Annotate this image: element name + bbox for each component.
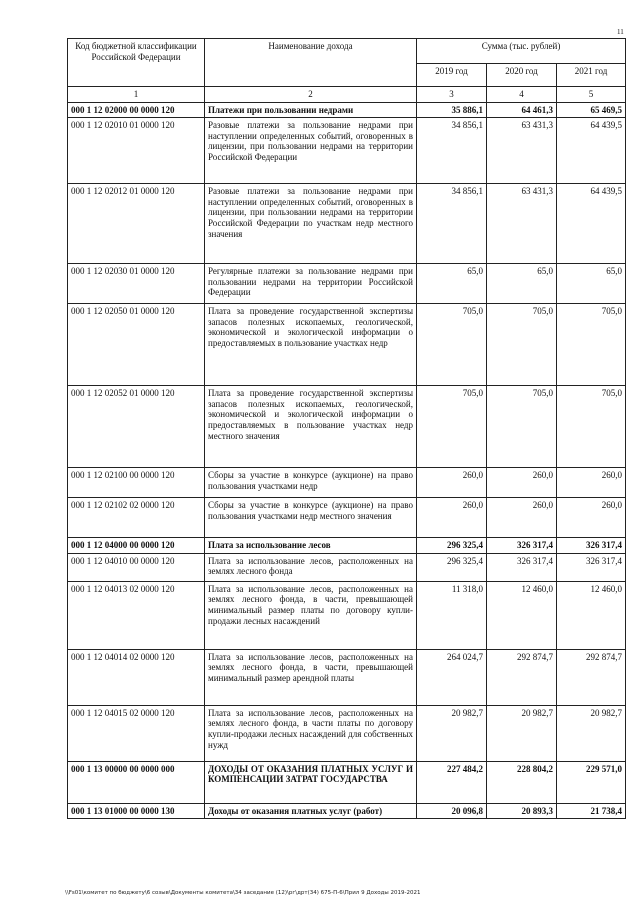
header-year-2019: 2019 год bbox=[417, 64, 487, 87]
row-code: 000 1 12 02012 01 0000 120 bbox=[68, 184, 205, 264]
row-value-2021: 705,0 bbox=[557, 386, 626, 468]
row-value-2019: 260,0 bbox=[417, 468, 487, 498]
row-code: 000 1 12 02100 00 0000 120 bbox=[68, 468, 205, 498]
row-value-2019: 34 856,1 bbox=[417, 118, 487, 184]
page-number: 11 bbox=[617, 28, 624, 36]
row-value-2021: 12 460,0 bbox=[557, 581, 626, 649]
row-value-2020: 292 874,7 bbox=[487, 649, 557, 705]
row-value-2019: 705,0 bbox=[417, 386, 487, 468]
row-value-2019: 296 325,4 bbox=[417, 553, 487, 581]
row-value-2021: 292 874,7 bbox=[557, 649, 626, 705]
row-value-2019: 227 484,2 bbox=[417, 761, 487, 803]
table-row bbox=[68, 468, 626, 498]
row-value-2020: 260,0 bbox=[487, 468, 557, 498]
row-name: Платежи при пользовании недрами bbox=[205, 102, 417, 118]
row-name: Разовые платежи за пользование недрами при наступлении определенных событий, оговоренных в лицензии, при пользовании недрами на территории Российской Федерации по участкам недр местного значения bbox=[205, 184, 417, 264]
row-value-2021: 65,0 bbox=[557, 264, 626, 304]
row-value-2021: 229 571,0 bbox=[557, 761, 626, 803]
row-name: Плата за проведение государственной экспертизы запасов полезных ископаемых, геологической, экономической и экологической информации о предоставляемых в пользование участках недр местного значения bbox=[205, 386, 417, 468]
table-row bbox=[68, 184, 626, 264]
row-value-2019: 65,0 bbox=[417, 264, 487, 304]
row-value-2019: 35 886,1 bbox=[417, 102, 487, 118]
table-row bbox=[68, 264, 626, 304]
row-name: Плата за использование лесов, расположенных на землях лесного фонда, в части платы по договору купли-продажи лесных насаждений для собственных нужд bbox=[205, 705, 417, 761]
header-code: Код бюджетной классификации Российской Федерации bbox=[68, 39, 205, 87]
revenue-table bbox=[67, 38, 626, 819]
row-code: 000 1 12 02102 02 0000 120 bbox=[68, 498, 205, 538]
row-value-2020: 63 431,3 bbox=[487, 118, 557, 184]
row-code: 000 1 12 02000 00 0000 120 bbox=[68, 102, 205, 118]
row-value-2020: 705,0 bbox=[487, 304, 557, 386]
row-code: 000 1 12 04013 02 0000 120 bbox=[68, 581, 205, 649]
table-row bbox=[68, 581, 626, 649]
row-value-2021: 64 439,5 bbox=[557, 118, 626, 184]
row-value-2020: 705,0 bbox=[487, 386, 557, 468]
row-name: Разовые платежи за пользование недрами при наступлении определенных событий, оговоренных в лицензии, при пользовании недрами на территории Российской Федерации bbox=[205, 118, 417, 184]
row-name: Плата за использование лесов, расположенных на землях лесного фонда, в части, превышающей минимальный размер платы по договору купли-продажи лесных насаждений bbox=[205, 581, 417, 649]
row-name: ДОХОДЫ ОТ ОКАЗАНИЯ ПЛАТНЫХ УСЛУГ И КОМПЕНСАЦИИ ЗАТРАТ ГОСУДАРСТВА bbox=[205, 761, 417, 803]
row-name: Плата за использование лесов, расположенных на землях лесного фонда bbox=[205, 553, 417, 581]
header-year-2020: 2020 год bbox=[487, 64, 557, 87]
row-name: Доходы от оказания платных услуг (работ) bbox=[205, 803, 417, 819]
row-name: Плата за проведение государственной экспертизы запасов полезных ископаемых, геологической, экономической и экологической информации о предоставляемых в пользование участках недр bbox=[205, 304, 417, 386]
table-row bbox=[68, 498, 626, 538]
table-row bbox=[68, 553, 626, 581]
row-value-2021: 21 738,4 bbox=[557, 803, 626, 819]
row-value-2020: 20 893,3 bbox=[487, 803, 557, 819]
row-code: 000 1 12 04010 00 0000 120 bbox=[68, 553, 205, 581]
row-value-2021: 260,0 bbox=[557, 498, 626, 538]
row-value-2019: 264 024,7 bbox=[417, 649, 487, 705]
file-path-footer: \\Fs01\комитет по бюджету\6 созыв\Документы комитета\34 заседание (12)\рг\дрт(34) 675-П-6\Прил 9 Доходы 2019-2021 bbox=[65, 890, 421, 896]
row-value-2021: 65 469,5 bbox=[557, 102, 626, 118]
row-value-2021: 326 317,4 bbox=[557, 553, 626, 581]
row-value-2020: 260,0 bbox=[487, 498, 557, 538]
row-value-2020: 65,0 bbox=[487, 264, 557, 304]
row-value-2021: 64 439,5 bbox=[557, 184, 626, 264]
row-value-2020: 228 804,2 bbox=[487, 761, 557, 803]
row-value-2021: 20 982,7 bbox=[557, 705, 626, 761]
table-row bbox=[68, 649, 626, 705]
table-row bbox=[68, 118, 626, 184]
row-value-2019: 260,0 bbox=[417, 498, 487, 538]
table-row bbox=[68, 761, 626, 803]
row-value-2021: 260,0 bbox=[557, 468, 626, 498]
col-num-3: 3 bbox=[417, 87, 487, 103]
col-num-5: 5 bbox=[557, 87, 626, 103]
row-name: Плата за использование лесов, расположенных на землях лесного фонда, в части, превышающей минимальный размер арендной платы bbox=[205, 649, 417, 705]
row-value-2020: 326 317,4 bbox=[487, 538, 557, 554]
row-code: 000 1 12 02050 01 0000 120 bbox=[68, 304, 205, 386]
row-name: Регулярные платежи за пользование недрами при пользовании недрами на территории Российской Федерации bbox=[205, 264, 417, 304]
header-row bbox=[68, 39, 626, 64]
col-num-4: 4 bbox=[487, 87, 557, 103]
row-code: 000 1 12 02010 01 0000 120 bbox=[68, 118, 205, 184]
column-numbers-row bbox=[68, 87, 626, 103]
row-value-2020: 326 317,4 bbox=[487, 553, 557, 581]
row-value-2020: 12 460,0 bbox=[487, 581, 557, 649]
row-code: 000 1 13 00000 00 0000 000 bbox=[68, 761, 205, 803]
table-row bbox=[68, 705, 626, 761]
col-num-2: 2 bbox=[205, 87, 417, 103]
header-name: Наименование дохода bbox=[205, 39, 417, 87]
row-value-2019: 705,0 bbox=[417, 304, 487, 386]
header-sum: Сумма (тыс. рублей) bbox=[417, 39, 626, 64]
row-value-2020: 63 431,3 bbox=[487, 184, 557, 264]
row-value-2019: 34 856,1 bbox=[417, 184, 487, 264]
row-value-2020: 64 461,3 bbox=[487, 102, 557, 118]
row-name: Сборы за участие в конкурсе (аукционе) на право пользования участками недр местного значения bbox=[205, 498, 417, 538]
row-value-2019: 11 318,0 bbox=[417, 581, 487, 649]
table-row bbox=[68, 102, 626, 118]
row-code: 000 1 13 01000 00 0000 130 bbox=[68, 803, 205, 819]
row-value-2019: 20 982,7 bbox=[417, 705, 487, 761]
row-code: 000 1 12 04014 02 0000 120 bbox=[68, 649, 205, 705]
table-row bbox=[68, 386, 626, 468]
col-num-1: 1 bbox=[68, 87, 205, 103]
row-name: Сборы за участие в конкурсе (аукционе) на право пользования участками недр bbox=[205, 468, 417, 498]
row-code: 000 1 12 02030 01 0000 120 bbox=[68, 264, 205, 304]
table-row bbox=[68, 803, 626, 819]
row-name: Плата за использование лесов bbox=[205, 538, 417, 554]
table-row bbox=[68, 304, 626, 386]
row-value-2021: 326 317,4 bbox=[557, 538, 626, 554]
row-code: 000 1 12 04015 02 0000 120 bbox=[68, 705, 205, 761]
row-code: 000 1 12 04000 00 0000 120 bbox=[68, 538, 205, 554]
table-row bbox=[68, 538, 626, 554]
row-value-2021: 705,0 bbox=[557, 304, 626, 386]
header-year-2021: 2021 год bbox=[557, 64, 626, 87]
row-code: 000 1 12 02052 01 0000 120 bbox=[68, 386, 205, 468]
row-value-2019: 20 096,8 bbox=[417, 803, 487, 819]
row-value-2020: 20 982,7 bbox=[487, 705, 557, 761]
row-value-2019: 296 325,4 bbox=[417, 538, 487, 554]
